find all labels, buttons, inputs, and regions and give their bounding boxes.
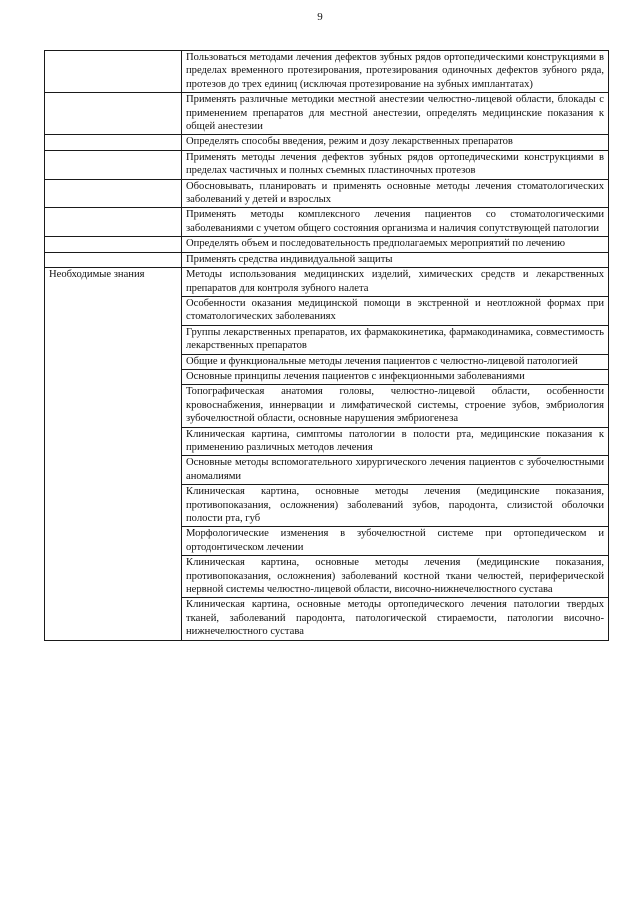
row-text — [182, 296, 609, 325]
row-text-content: Основные принципы лечения пациентов с инфекционными заболеваниями — [186, 370, 525, 382]
row-text — [182, 598, 609, 640]
table-row — [45, 208, 609, 237]
row-text-content: Пользоваться методами лечения дефектов зубных рядов ортопедическими конструкциями в пределах временного протезирования, протезирования одиночных дефектов зубного ряда, протезов до трех единиц (исключая протезирование на зубных имплантатах) — [186, 52, 604, 90]
table-row — [45, 252, 609, 267]
row-text-content: Определять способы введения, режим и дозу лекарственных препаратов — [186, 136, 513, 148]
row-text-content: Общие и функциональные методы лечения пациентов с челюстно-лицевой патологией — [186, 355, 578, 367]
row-text-content: Основные методы вспомогательного хирургического лечения пациентов с зубочелюстными аномалиями — [186, 457, 604, 482]
competency-table — [44, 50, 609, 641]
row-label — [45, 51, 182, 93]
table-row — [45, 179, 609, 208]
table-row — [45, 150, 609, 179]
row-text — [182, 556, 609, 598]
row-text — [182, 325, 609, 354]
row-label — [45, 208, 182, 237]
page-number: 9 — [317, 11, 323, 23]
row-text — [182, 527, 609, 556]
row-text — [182, 385, 609, 427]
row-text-content: Определять объем и последовательность предполагаемых мероприятий по лечению — [186, 238, 566, 250]
row-text-content: Методы использования медицинских изделий, химических средств и лекарственных препаратов для контроля зубного налета — [186, 269, 604, 294]
row-text — [182, 456, 609, 485]
row-text-content: Обосновывать, планировать и применять основные методы лечения стоматологических заболеваний у детей и взрослых — [186, 180, 604, 206]
row-text — [182, 268, 609, 297]
row-text — [182, 179, 609, 208]
table-row — [45, 268, 609, 297]
row-label — [45, 150, 182, 179]
table-row — [45, 135, 609, 150]
row-text-content: Клиническая картина, основные методы лечения (медицинские показания, противопоказания, осложнения) заболеваний зубов, пародонта, слизистой оболочки полости рта, губ — [186, 486, 604, 524]
row-text-content: Группы лекарственных препаратов, их фармакокинетика, фармакодинамика, совместимость лекарственных препаратов — [186, 326, 604, 352]
row-text-content: Клиническая картина, симптомы патологии в полости рта, медицинские показания к применению различных методов лечения — [186, 428, 604, 453]
row-text — [182, 485, 609, 527]
row-text-content: Топографическая анатомия головы, челюстно-лицевой области, особенности кровоснабжения, иннервации и лимфатической системы, строение зубов, эмбриология зубочелюстной области, основные нарушения эмбриогенеза — [186, 386, 604, 425]
row-text — [182, 369, 609, 384]
row-text-content: Морфологические изменения в зубочелюстной системе при ортопедическом и ортодонтическом лечении — [186, 528, 604, 553]
row-text — [182, 252, 609, 267]
row-text-content: Применять методы комплексного лечения пациентов со стоматологическими заболеваниями с учетом общего состояния организма и наличия сопутствующей патологии — [186, 209, 604, 234]
row-label — [45, 135, 182, 150]
row-text — [182, 237, 609, 252]
row-text — [182, 208, 609, 237]
row-text — [182, 427, 609, 456]
row-text — [182, 93, 609, 135]
row-text-content: Особенности оказания медицинской помощи в экстренной и неотложной формах при стоматологических заболеваниях — [186, 297, 604, 323]
row-text-content: Применять средства индивидуальной защиты — [186, 253, 393, 265]
row-text-content: Клиническая картина, основные методы лечения (медицинские показания, противопоказания, осложнения) заболеваний костной ткани челюстей, периферической нервной системы челюстно-лицевой области, височно-нижнечелюстного сустава — [186, 557, 604, 596]
row-label — [45, 93, 182, 135]
row-label — [45, 237, 182, 252]
row-label — [45, 252, 182, 267]
row-text — [182, 354, 609, 369]
table-row — [45, 51, 609, 93]
row-text-content: Применять различные методики местной анестезии челюстно-лицевой области, блокады с применением препаратов для местной анестезии, определять медицинские показания к общей анестезии — [186, 94, 604, 133]
table-row — [45, 237, 609, 252]
table-row — [45, 93, 609, 135]
row-text-content: Применять методы лечения дефектов зубных рядов ортопедическими конструкциями в пределах частичных и полных съемных пластиночных протезов — [186, 151, 604, 177]
row-text — [182, 51, 609, 93]
row-text — [182, 135, 609, 150]
row-text — [182, 150, 609, 179]
section-label-required-knowledge: Необходимые знания — [45, 268, 182, 641]
row-label — [45, 179, 182, 208]
row-text-content: Клиническая картина, основные методы ортопедического лечения патологии твердых тканей, заболеваний пародонта, патологической стираемости, патологии височно-нижнечелюстного сустава — [186, 599, 604, 638]
